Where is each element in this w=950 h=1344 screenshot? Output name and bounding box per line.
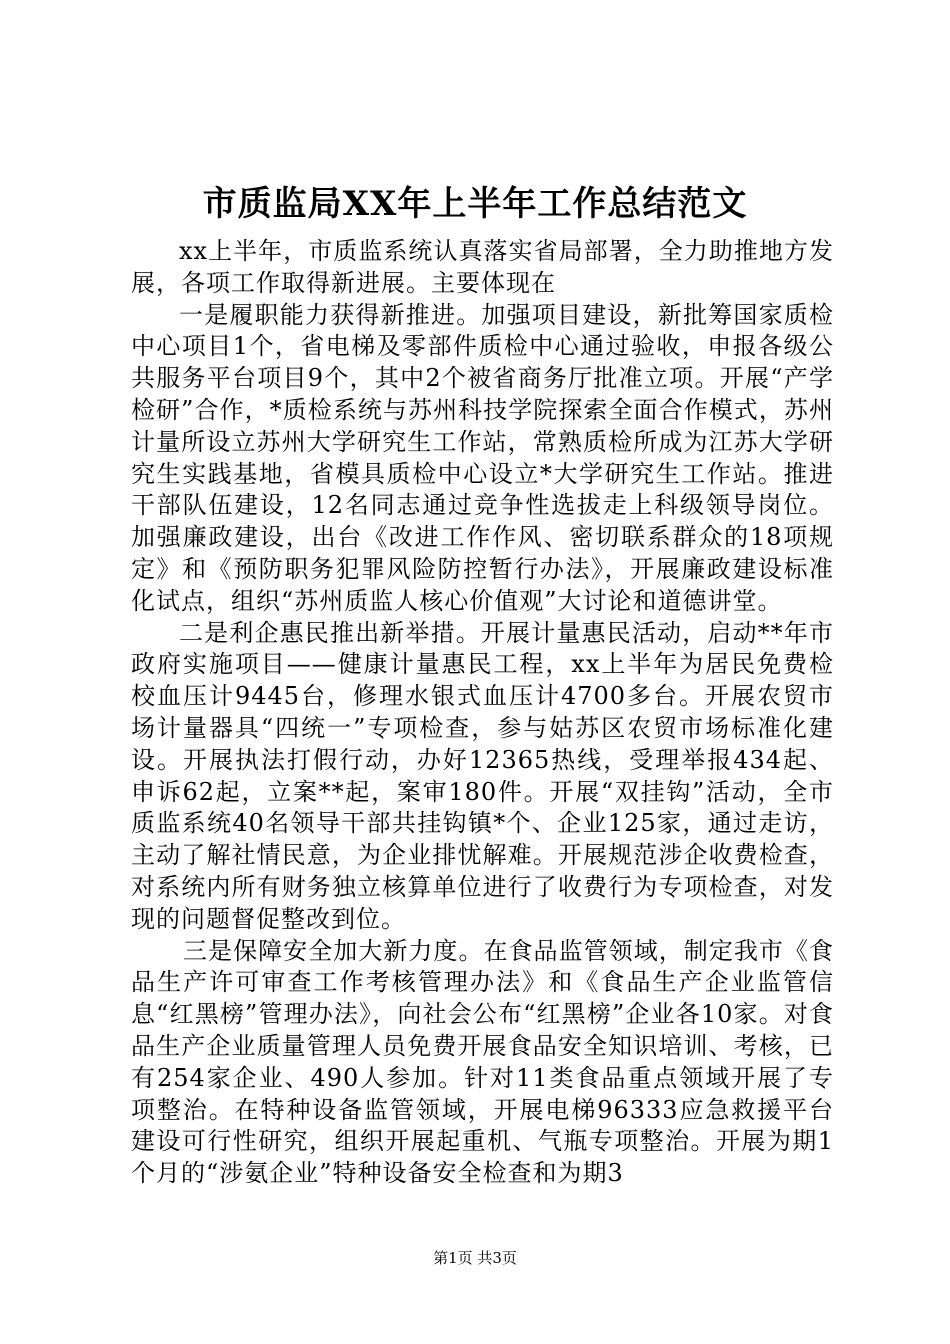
paragraph-performance: 一是履职能力获得新推进。加强项目建设，新批筹国家质检中心项目1个，省电梯及零部件质检中心通过验收，申报各级公共服务平台项目9个，其中2个被省商务厅批准立项。开展“产学检研”合作，*质检系统与苏州科技学院探索全面合作模式，苏州计量所设立苏州大学研究生工作站，常熟质检所成为江苏大学研究生实践基地，省模具质检中心设立*大学研究生工作站。推进干部队伍建设，12名同志通过竞争性选拔走上科级领导岗位。加强廉政建设，出台《改进工作作风、密切联系群众的18项规定》和《预防职务犯罪风险防控暂行办法》，开展廉政建设标准化试点，组织“苏州质监人核心价值观”大讨论和道德讲堂。 xyxy=(131,300,834,615)
paragraph-enterprise-benefits: 二是利企惠民推出新举措。开展计量惠民活动，启动**年市政府实施项目——健康计量惠民工程，xx上半年为居民免费检校血压计9445台，修理水银式血压计4700多台。开展农贸市场计量器具“四统一”专项检查，参与姑苏区农贸市场标准化建设。开展执法打假行动，办好12365热线，受理举报434起、申诉62起，立案**起，案审180件。开展“双挂钩”活动，全市质监系统40名领导干部共挂钩镇*个、企业125家，通过走访，主动了解社情民意，为企业排忧解难。开展规范涉企收费检查，对系统内所有财务独立核算单位进行了收费行为专项检查，对发现的问题督促整改到位。 xyxy=(131,618,834,933)
page-number: 第1页 共3页 xyxy=(433,1249,517,1267)
document-body xyxy=(131,236,834,1190)
document-title: 市质监局XX年上半年工作总结范文 xyxy=(202,184,748,224)
paragraph-intro: xx上半年，市质监系统认真落实省局部署，全力助推地方发展，各项工作取得新进展。主要体现在 xyxy=(131,237,834,297)
paragraph-safety: 三是保障安全加大新力度。在食品监管领域，制定我市《食品生产许可审查工作考核管理办法》和《食品生产企业监管信息“红黑榜”管理办法》，向社会公布“红黑榜”企业各10家。对食品生产企业质量管理人员免费开展食品安全知识培训、考核，已有254家企业、490人参加。针对11类食品重点领域开展了专项整治。在特种设备监管领域，开展电梯96333应急救援平台建设可行性研究，组织开展起重机、气瓶专项整治。开展为期1个月的“涉氨企业”特种设备安全检查和为期3 xyxy=(131,936,834,1188)
